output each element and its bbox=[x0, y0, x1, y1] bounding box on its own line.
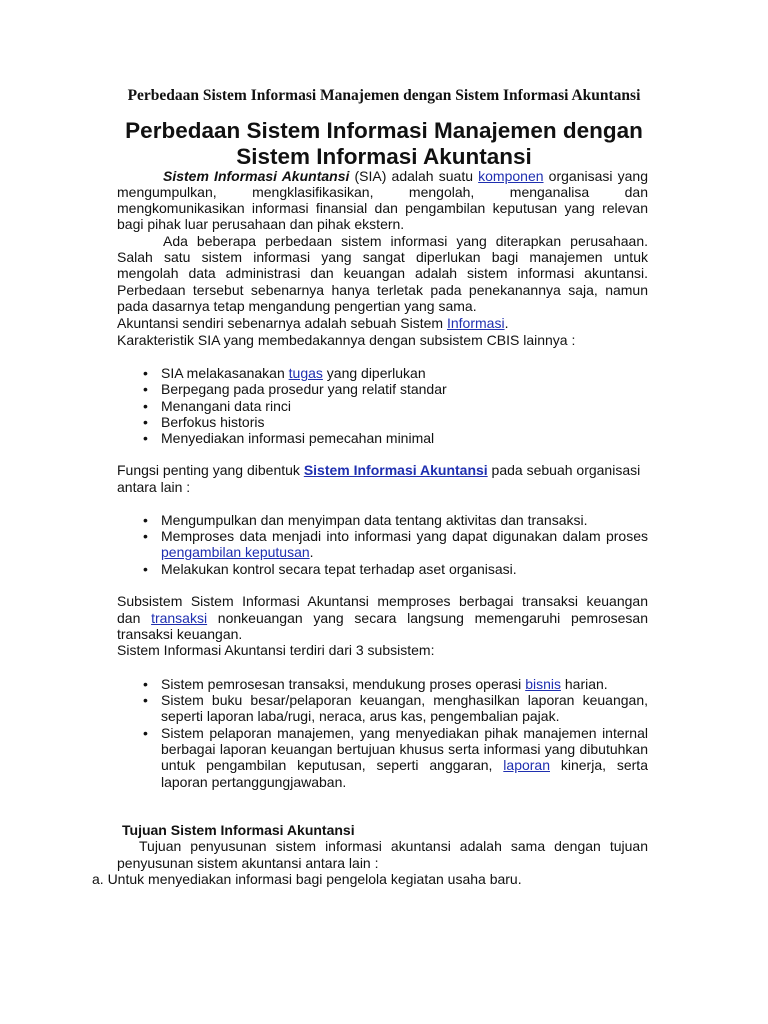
text-segment: untuk pengambilan keputusan, seperti anggaran, bbox=[161, 757, 504, 773]
text-segment: mengumpulkan, mengklasifikasikan, mengolah, menganalisa dan bbox=[117, 184, 648, 200]
inline-link[interactable]: bisnis bbox=[525, 676, 561, 692]
list-item bbox=[161, 398, 291, 414]
text-segment: Perbedaan tersebut sebenarnya hanya terletak pada penekanannya saja, namun bbox=[117, 282, 648, 298]
text-line bbox=[117, 216, 404, 232]
inline-link[interactable]: laporan bbox=[503, 757, 550, 773]
text-line bbox=[161, 741, 648, 757]
text-segment: Memproses data menjadi into informasi yang dapat digunakan dalam proses bbox=[161, 528, 648, 544]
text-line bbox=[117, 593, 648, 609]
inline-link[interactable]: komponen bbox=[478, 168, 544, 184]
bullet-icon: • bbox=[143, 725, 148, 741]
bullet-icon: • bbox=[143, 430, 148, 446]
text-segment: bagi pihak luar perusahaan dan pihak ekstern. bbox=[117, 216, 405, 232]
text-segment: seperti laporan laba/rugi, neraca, arus kas, pengembalian pajak. bbox=[161, 708, 560, 724]
text-line bbox=[117, 462, 640, 478]
text-segment: antara lain : bbox=[117, 479, 191, 495]
text-line bbox=[117, 332, 575, 348]
text-segment: Tujuan Sistem Informasi Akuntansi bbox=[122, 822, 355, 838]
text-line bbox=[117, 200, 648, 216]
text-segment: dan bbox=[117, 610, 152, 626]
text-segment: berbagai laporan keuangan bertujuan khusus serta informasi yang dibutuhkan bbox=[161, 741, 648, 757]
list-item bbox=[161, 430, 434, 446]
text-segment: laporan pertanggungjawaban. bbox=[161, 774, 347, 790]
list-item bbox=[161, 512, 587, 528]
text-segment: Sistem Informasi Akuntansi bbox=[163, 168, 350, 184]
text-segment: Fungsi penting yang dibentuk bbox=[117, 462, 304, 478]
text-segment: transaksi keuangan. bbox=[117, 626, 243, 642]
text-line bbox=[117, 249, 648, 265]
document-header: Perbedaan Sistem Informasi Manajemen dengan Sistem Informasi Akuntansi bbox=[127, 87, 641, 104]
text-segment: pada sebuah organisasi bbox=[487, 462, 641, 478]
text-segment: . bbox=[504, 315, 509, 331]
text-segment: harian. bbox=[560, 676, 608, 692]
text-segment: Berpegang pada prosedur yang relatif standar bbox=[161, 381, 447, 397]
text-line bbox=[161, 544, 314, 560]
text-segment: Melakukan kontrol secara tepat terhadap aset organisasi. bbox=[161, 561, 517, 577]
text-line bbox=[117, 642, 434, 658]
list-item bbox=[161, 725, 648, 741]
text-line bbox=[161, 708, 559, 724]
text-segment: mengolah data administrasi dan keuangan adalah sistem informasi akuntansi. bbox=[117, 265, 648, 281]
inline-link[interactable]: Informasi bbox=[446, 315, 505, 331]
text-line bbox=[117, 168, 648, 184]
bullet-icon: • bbox=[143, 381, 148, 397]
text-segment: Berfokus historis bbox=[161, 414, 265, 430]
text-segment: Akuntansi sendiri sebenarnya adalah sebuah Sistem bbox=[117, 315, 447, 331]
list-item bbox=[161, 365, 426, 381]
text-line bbox=[117, 265, 648, 281]
text-segment: yang diperlukan bbox=[322, 365, 426, 381]
list-item bbox=[161, 692, 648, 708]
text-segment: Sistem pelaporan manajemen, yang menyediakan pihak manajemen internal bbox=[161, 725, 648, 741]
bullet-icon: • bbox=[143, 414, 148, 430]
text-line bbox=[117, 184, 648, 200]
text-segment: (SIA) adalah suatu bbox=[349, 168, 479, 184]
bullet-icon: • bbox=[143, 512, 148, 528]
page-title bbox=[0, 118, 768, 170]
text-segment: Subsistem Sistem Informasi Akuntansi memproses berbagai transaksi keuangan bbox=[117, 593, 648, 609]
text-line bbox=[117, 855, 379, 871]
text-segment: penyusunan sistem akuntansi antara lain : bbox=[117, 855, 379, 871]
section-heading bbox=[122, 822, 355, 838]
text-segment: Ada beberapa perbedaan sistem informasi yang diterapkan perusahaan. bbox=[163, 233, 648, 249]
text-segment: a. Untuk menyediakan informasi bagi pengelola kegiatan usaha baru. bbox=[92, 871, 522, 887]
inline-link[interactable]: Sistem Informasi Akuntansi bbox=[303, 462, 488, 478]
text-line bbox=[117, 838, 648, 854]
bullet-icon: • bbox=[143, 692, 148, 708]
text-line bbox=[117, 298, 477, 314]
text-segment: . bbox=[309, 544, 314, 560]
list-item bbox=[161, 414, 264, 430]
title-line-1: Perbedaan Sistem Informasi Manajemen dengan bbox=[125, 118, 643, 143]
text-segment: SIA melakasanakan bbox=[161, 365, 289, 381]
text-segment: Sistem buku besar/pelaporan keuangan, menghasilkan laporan keuangan, bbox=[161, 692, 648, 708]
list-item bbox=[161, 561, 517, 577]
text-segment: mengkomunikasikan informasi finansial dan pengambilan keputusan yang relevan bbox=[117, 200, 648, 216]
bullet-icon: • bbox=[143, 561, 148, 577]
text-line bbox=[92, 871, 522, 887]
inline-link[interactable]: transaksi bbox=[151, 610, 208, 626]
bullet-icon: • bbox=[143, 528, 148, 544]
text-segment: Sistem Informasi Akuntansi terdiri dari 3 subsistem: bbox=[117, 642, 435, 658]
text-segment: organisasi yang bbox=[543, 168, 648, 184]
text-line bbox=[117, 626, 242, 642]
text-line bbox=[117, 479, 190, 495]
bullet-icon: • bbox=[143, 676, 148, 692]
text-segment: kinerja, serta bbox=[550, 757, 648, 773]
list-item bbox=[161, 676, 608, 692]
list-item bbox=[161, 528, 648, 544]
text-line bbox=[117, 315, 508, 331]
text-segment: nonkeuangan yang secara langsung memengaruhi pemrosesan bbox=[207, 610, 648, 626]
text-segment: Sistem pemrosesan transaksi, mendukung proses operasi bbox=[161, 676, 526, 692]
bullet-icon: • bbox=[143, 365, 148, 381]
text-line bbox=[117, 233, 648, 249]
text-segment: pada dasarnya tetap mengandung pengertian yang sama. bbox=[117, 298, 477, 314]
list-item bbox=[161, 381, 447, 397]
text-line bbox=[161, 757, 648, 773]
text-line bbox=[161, 774, 346, 790]
bullet-icon: • bbox=[143, 398, 148, 414]
inline-link[interactable]: pengambilan keputusan bbox=[161, 544, 310, 560]
text-segment: Mengumpulkan dan menyimpan data tentang aktivitas dan transaksi. bbox=[161, 512, 588, 528]
text-segment: Karakteristik SIA yang membedakannya dengan subsistem CBIS lainnya : bbox=[117, 332, 576, 348]
text-line bbox=[117, 282, 648, 298]
text-segment: Menangani data rinci bbox=[161, 398, 291, 414]
text-segment: Salah satu sistem informasi yang sangat diperlukan bagi manajemen untuk bbox=[117, 249, 648, 265]
text-line bbox=[117, 610, 648, 626]
inline-link[interactable]: tugas bbox=[288, 365, 323, 381]
title-line-2: Sistem Informasi Akuntansi bbox=[236, 144, 532, 169]
text-segment: Tujuan penyusunan sistem informasi akuntansi adalah sama dengan tujuan bbox=[139, 838, 648, 854]
text-segment: Menyediakan informasi pemecahan minimal bbox=[161, 430, 435, 446]
